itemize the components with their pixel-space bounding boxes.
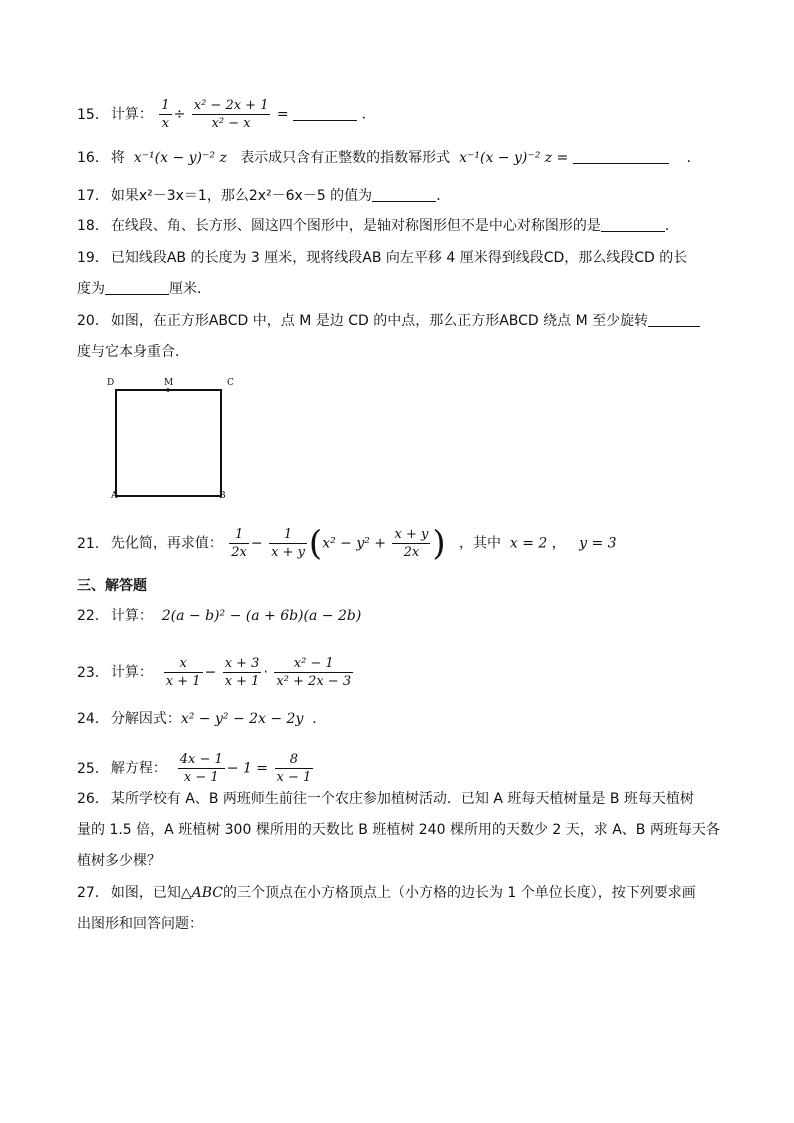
fraction: $\frac{\text{x² − 1}}{\text{x² + 2x − 3}}$ xyxy=(276,656,352,689)
fraction: $\frac{x + 3}{x + 1}$ xyxy=(224,656,260,689)
fraction: $\frac{1}{2x}$ xyxy=(231,527,247,560)
label-a: A xyxy=(111,491,118,501)
math-expression: x⁻¹(x − y)⁻² z = xyxy=(459,150,569,166)
question-23: 23． 计算： $\frac{x}{x + 1}$ − $\frac{x + 3}{x + 1}$ · $\frac{\text{x² − 1}}{\text{x² + 2x − 3}}$ xyxy=(77,656,352,689)
question-number: 22． xyxy=(77,608,109,624)
math-expression: x⁻¹(x − y)⁻² z xyxy=(133,150,227,166)
fraction: $\frac{8}{x - 1}$ xyxy=(276,752,312,785)
question-label: 计算： xyxy=(110,106,153,123)
question-number: 25． xyxy=(77,760,109,777)
question-number: 21． xyxy=(77,535,109,552)
question-18: 18． 在线段、角、长方形、圆这四个图形中，是轴对称图形但不是中心对称图形的是 ． xyxy=(77,218,679,234)
fraction: $\frac{4x - 1}{x - 1}$ xyxy=(179,752,223,785)
label-m: M xyxy=(164,378,174,388)
question-15: 15． 计算： $\frac{1}{x}$ ÷ $\frac{\text{x² − 2x + 1}}{\text{x² − x}}$ = ． xyxy=(77,98,376,131)
question-17: 17． 如果x²－3x＝1，那么2x²－6x－5 的值为 ． xyxy=(77,188,451,204)
square-figure xyxy=(100,372,240,507)
question-number: 26． xyxy=(77,791,109,807)
section-heading: 三、解答题 xyxy=(77,578,147,594)
fraction: $\frac{1}{x + y}$ xyxy=(271,527,305,560)
question-26-cont: 植树多少棵？ xyxy=(77,853,161,869)
question-number: 17． xyxy=(77,188,109,204)
question-26-cont: 量的 1.5 倍，A 班植树 300 棵所用的天数比 B 班植树 240 棵所用的天数少 2 天，求 A、B 两班每天各 xyxy=(77,822,720,838)
fraction: $\frac{\text{x² − 2x + 1}}{\text{x² − x}}$ xyxy=(193,98,269,131)
math-expression: x² − y² − 2x − 2y xyxy=(180,711,304,727)
question-27-cont: 出图形和回答问题： xyxy=(77,916,203,932)
answer-blank[interactable] xyxy=(372,186,436,202)
question-number: 18． xyxy=(77,218,109,234)
question-number: 23． xyxy=(77,664,109,681)
question-27: 27． 如图，已知△ABC的三个顶点在小方格顶点上（小方格的边长为 1 个单位长度），按下列要求画 xyxy=(77,885,696,901)
question-number: 24． xyxy=(77,711,109,727)
question-number: 27． xyxy=(77,885,109,901)
question-20-cont: 度与它本身重合． xyxy=(77,344,189,360)
math-expression: 2(a − b)² − (a + 6b)(a − 2b) xyxy=(161,608,362,624)
question-22: 22． 计算： 2(a − b)² − (a + 6b)(a − 2b) xyxy=(77,608,362,624)
answer-blank[interactable] xyxy=(601,216,665,232)
label-d: D xyxy=(107,378,115,388)
question-number: 19． xyxy=(77,250,109,266)
question-26: 26． 某所学校有 A、B 两班师生前往一个农庄参加植树活动．已知 A 班每天植树量是 B 班每天植树 xyxy=(77,791,694,807)
question-16: 16． 将 x⁻¹(x − y)⁻² z 表示成只含有正整数的指数幂形式 x⁻¹(x − y)⁻² z = ． xyxy=(77,150,701,166)
question-25: 25． 解方程： $\frac{4x - 1}{x - 1}$ − 1 = $\frac{8}{x - 1}$ xyxy=(77,752,312,785)
square-abcd xyxy=(116,390,221,496)
question-number: 20． xyxy=(77,313,109,329)
fraction: $\frac{1}{x}$ xyxy=(161,98,170,131)
answer-blank[interactable] xyxy=(293,105,357,121)
question-19-cont: 度为 厘米． xyxy=(77,281,211,297)
answer-blank[interactable] xyxy=(573,148,669,164)
question-number: 15． xyxy=(77,106,109,123)
question-number: 16． xyxy=(77,150,109,166)
question-24: 24． 分解因式：x² − y² − 2x − 2y ． xyxy=(77,711,327,727)
answer-blank[interactable] xyxy=(105,279,169,295)
question-19: 19． 已知线段AB 的长度为 3 厘米，现将线段AB 向左平移 4 厘米得到线段CD，那么线段CD 的长 xyxy=(77,250,688,266)
answer-blank[interactable] xyxy=(648,311,700,327)
label-b: B xyxy=(219,491,226,501)
fraction: $\frac{x}{x + 1}$ xyxy=(165,656,201,689)
fraction: $\frac{x + y}{2x}$ xyxy=(394,527,429,560)
question-20: 20． 如图，在正方形ABCD 中，点 M 是边 CD 的中点，那么正方形ABCD 绕点 M 至少旋转 xyxy=(77,311,700,331)
label-c: C xyxy=(227,378,234,388)
point-m xyxy=(166,388,170,392)
question-21: 21． 先化简，再求值： $\frac{1}{2x}$ − $\frac{1}{x + y}$ (x² − y² + $\frac{x + y}{2x}$ ) ，其中 x = 2 ， y = 3 xyxy=(77,523,617,564)
